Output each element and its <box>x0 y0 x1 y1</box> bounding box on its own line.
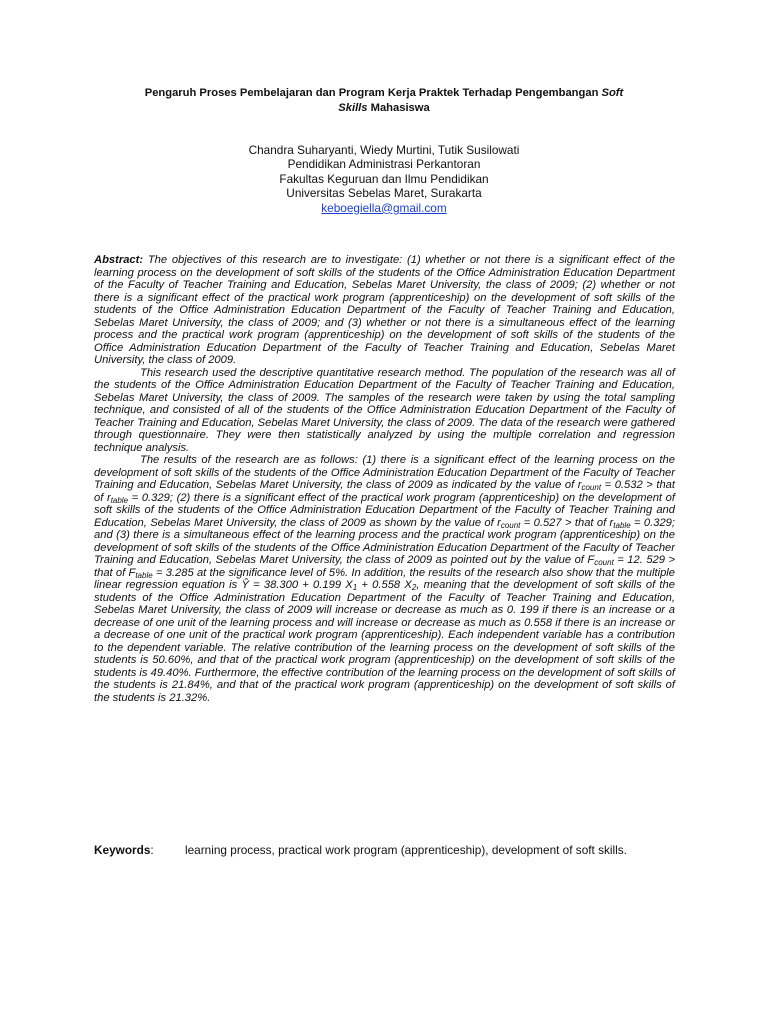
p3-text: = 12. 529 > that of F <box>94 554 676 579</box>
p3-text: + 0.558 X <box>357 579 412 591</box>
p3-sub: table <box>135 570 153 580</box>
p3-sub: count <box>581 483 602 492</box>
keywords-label-wrap <box>94 843 185 857</box>
p3-text: The results of the research are as follows: (1) there is a significant effect of the learning process on the development of soft skills of the students of the Office Administration Education Department of the Faculty of Teacher Training and Education, Sebelas Maret University, the class of 2009 as indicated by the value of r <box>94 454 675 491</box>
abstract-paragraph-2: This research used the descriptive quantitative research method. The population of the research was all of the students of the Office Administration Education Department of the Faculty of Teacher Training and Education, Sebelas Maret University, the class of 2009. The samples of the research were taken by using the total sampling technique, and consisted of all of the students of the Office Administration Education Department of the Faculty of Teacher Training and Education, Sebelas Maret University, the class of 2009. The data of the research were gathered through questionnaire. They were then statistically analyzed by using the multiple correlation and regression technique analysis. <box>94 366 675 454</box>
p3-sub: 2 <box>411 583 417 592</box>
title-soft: Soft <box>601 87 624 99</box>
abstract-label: Abstract: <box>94 254 144 266</box>
p3-text: , meaning that the development of soft skills of the students of the Office Administration Education Department of the Faculty of Teacher Training and Education, Sebelas Maret University, the class of 2009 will increase or decrease as much as 0. 199 if there is an increase or a decrease of one unit of the learning process and will increase or decrease as much as 0.558 if there is an increase or a decrease of one unit of the practical work program (apprenticeship). Each independent variable has a contribution to the dependent variable. The relative contribution of the learning process on the development of soft skills of the students is 50.60%, and that of the practical work program (apprenticeship) on the development of soft skills of the students is 49.40%. Furthermore, the effective contribution of the learning process on the development of soft skills of the students is 21.84%, and that of the practical work program (apprenticeship) on the development of soft skills of the students is 21.32%. <box>94 579 675 704</box>
abstract-paragraph-3 <box>94 454 675 704</box>
title-skills: Skills <box>338 101 368 114</box>
abstract-paragraph-1 <box>94 254 675 367</box>
p3-sub: count <box>594 558 614 567</box>
abstract-p1-text: The objectives of this research are to investigate: (1) whether or not there is a significant effect of the learning process on the development of soft skills of the students of the Office Administration Education Department of the Faculty of Teacher Training and Education, Sebelas Maret University, the class of 2009; (2) whether or not there is a significant effect of the practical work program (apprenticeship) on the development of soft skills of the students of the Office Administration Education Department of the Faculty of Teacher Training and Education, Sebelas Maret University, the class of 2009; and (3) whether or not there is a simultaneous effect of the learning process and the practical work program (apprenticeship) on the development of soft skills of the students of the Office Administration Education Department of the Faculty of Teacher Training and Education, Sebelas Maret University, the class of 2009. <box>94 254 675 366</box>
paper-title <box>96 86 672 115</box>
p3-sub: table <box>613 520 631 530</box>
p3-text: = 0.527 > that of r <box>520 516 614 529</box>
keywords-text: learning process, practical work program (apprenticeship), development of soft skills. <box>185 843 627 857</box>
title-line1: Pengaruh Proses Pembelajaran dan Program Kerja Praktek Terhadap Pengembangan <box>144 87 602 99</box>
abstract-section <box>94 254 675 704</box>
author-program: Pendidikan Administrasi Perkantoran <box>287 157 481 172</box>
p3-text: = 0.329; (2) there is a significant effect of the practical work program (apprenticeship) on the development of soft skills of the students of the Office Administration Education Department of the Faculty of Teacher Training and Education, Sebelas Maret University, the class of 2009 as shown by the value of r <box>94 491 675 529</box>
keywords-line <box>94 843 627 857</box>
keywords-label: Keywords <box>94 843 151 857</box>
p3-sub: table <box>110 495 129 505</box>
p3-text: = 0.329; and (3) there is a simultaneous effect of the learning process and the practical work program (apprenticeship) on the development of soft skills of the students of the Office Administration Education Department of the Faculty of Teacher Training and Education, Sebelas Maret University, the class of 2009 as pointed out by the value of F <box>94 516 675 566</box>
p3-text: = 3.285 at the significance level of 5%. In addition, the results of the research also show that the multiple linear regression equation is Ŷ = 38.300 + 0.199 X <box>94 566 676 591</box>
author-email-link[interactable]: keboegiella@gmail.com <box>321 200 447 215</box>
author-block <box>96 143 672 215</box>
keywords-colon: : <box>150 843 154 857</box>
title-line2: Mahasiswa <box>367 101 430 114</box>
author-university: Universitas Sebelas Maret, Surakarta <box>286 186 482 201</box>
author-names: Chandra Suharyanti, Wiedy Murtini, Tutik Susilowati <box>248 143 520 157</box>
p3-sub: 1 <box>352 583 358 592</box>
p3-sub: count <box>500 520 521 530</box>
author-faculty: Fakultas Keguruan dan Ilmu Pendidikan <box>279 171 489 186</box>
p3-text: = 0.532 > that of r <box>94 479 675 504</box>
